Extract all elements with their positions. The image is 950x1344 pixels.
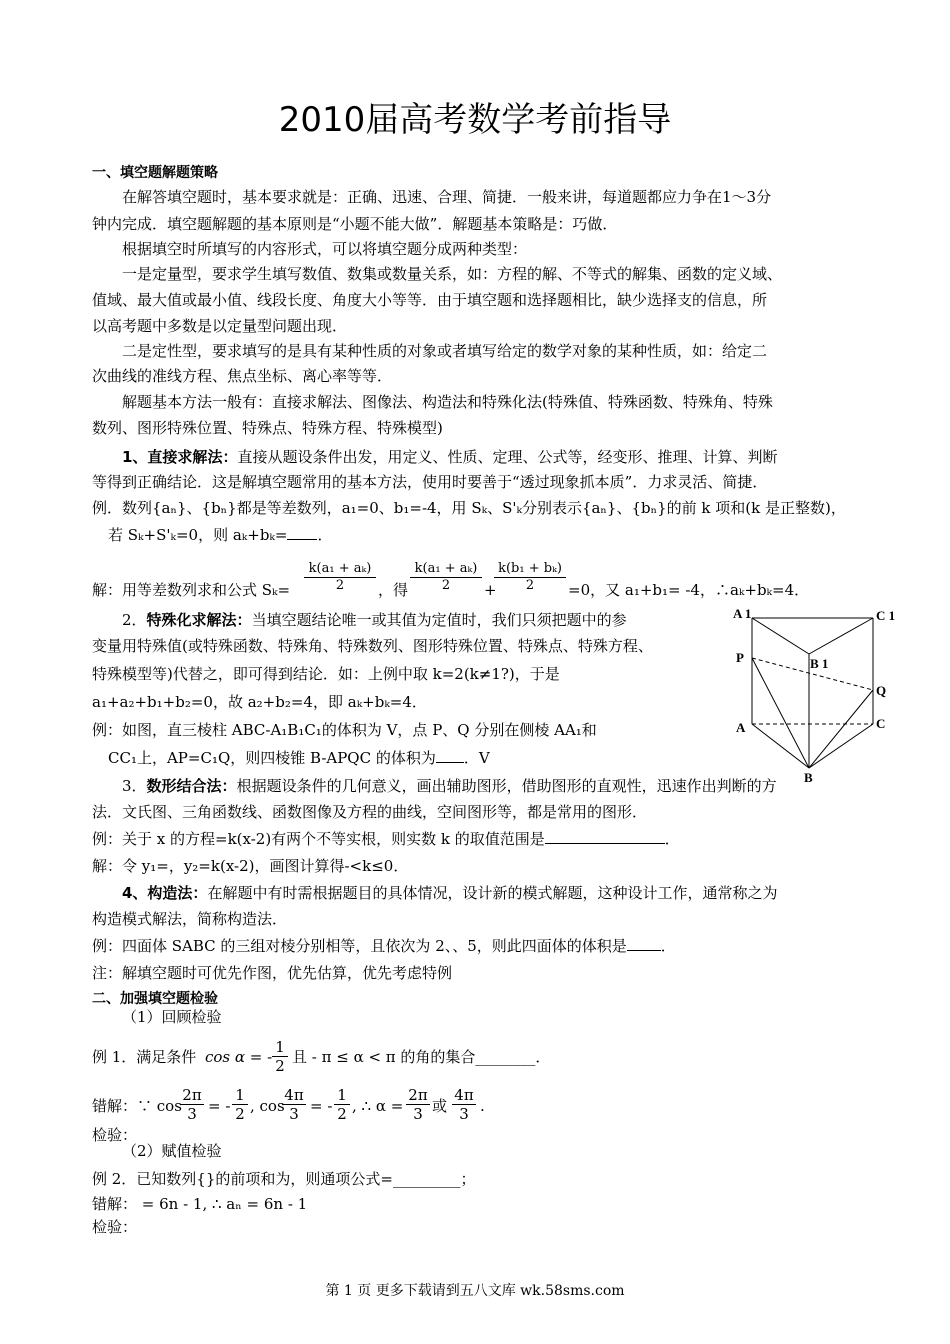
fraction-numerator: 1 — [232, 1086, 248, 1105]
wrong-solution-2: 错解： = 6n - 1, ∴ aₙ = 6n - 1 — [92, 1195, 308, 1213]
method-4-line — [122, 883, 777, 903]
answer-blank — [436, 762, 464, 763]
fraction — [272, 1038, 288, 1075]
section-2-heading: 二、加强填空题检验 — [92, 991, 218, 1007]
check-1: 检验： — [92, 1126, 138, 1144]
fraction — [334, 1086, 350, 1123]
example-4-line — [92, 936, 676, 956]
paragraph-line: 次曲线的准线方程、焦点坐标、离心率等等． — [92, 367, 393, 385]
fraction — [232, 1086, 248, 1123]
paragraph-line: 以高考题中多数是以定量型问题出现． — [92, 317, 348, 335]
solution-1-suffix: =0，又 a₁+b₁= -4，∴aₖ+bₖ=4． — [568, 581, 810, 599]
label-q: Q — [876, 683, 887, 698]
s2-example-2: 例 2．已知数列{}的前项和为，则通项公式=_________； — [92, 1170, 476, 1188]
or-word: 或 — [432, 1097, 448, 1115]
fraction — [410, 561, 482, 594]
fraction — [494, 561, 566, 594]
fraction — [304, 561, 376, 594]
fraction-numerator: k(a₁ + aₖ) — [410, 561, 482, 578]
period: . — [480, 1097, 485, 1115]
fraction-denominator: 3 — [289, 1105, 299, 1123]
paragraph-line: 一是定量型，要求学生填写数值、数集或数量关系，如：方程的解、不等式的解集、函数的定义域、 — [122, 265, 783, 283]
solution-1-mid: ，得 — [378, 581, 409, 599]
answer-blank — [545, 843, 665, 844]
fraction — [282, 1086, 306, 1123]
method-1-text: 直接从题设条件出发，用定义、性质、定理、公式等，经变形、推理、计算、判断 — [237, 448, 778, 466]
fraction — [406, 1086, 430, 1123]
equals-minus: = - — [208, 1097, 231, 1115]
method-3-text: 根据题设条件的几何意义，画出辅助图形，借助图形的直观性，迅速作出判断的方 — [236, 777, 777, 795]
plus-sign: + — [484, 581, 497, 599]
subheading-review: （1）回顾检验 — [122, 1008, 222, 1026]
method-2-label: 特殊化求解法： — [146, 611, 252, 629]
check-2: 检验： — [92, 1218, 138, 1236]
note-line: 注：解填空题时可优先作图，优先估算，优先考虑特例 — [92, 964, 453, 982]
example-3-line — [92, 829, 680, 849]
fraction-numerator: 4π — [452, 1086, 476, 1105]
label-p: P — [736, 650, 744, 665]
s2-example-1-cos: cos α = - — [205, 1048, 273, 1066]
prism-figure — [728, 600, 898, 785]
s2-example-1-prefix: 例 1．满足条件 — [92, 1048, 197, 1066]
comma-cos: , cos — [250, 1097, 285, 1115]
edge-cb — [809, 724, 873, 768]
fraction-numerator: k(a₁ + aₖ) — [304, 561, 376, 578]
paragraph-line: 数列、图形特殊位置、特殊点、特殊方程、特殊模型) — [92, 419, 443, 437]
example-2-line: 例：如图，直三棱柱 ABC-A₁B₁C₁的体积为 V，点 P、Q 分别在侧棱 AA₁和 — [92, 721, 597, 739]
fraction-denominator: 2 — [235, 1105, 245, 1123]
subheading-assignment: （2）赋值检验 — [122, 1142, 222, 1160]
example-2-question-text: CC₁上，AP=C₁Q，则四棱锥 B-APQC 的体积为 — [108, 749, 436, 767]
label-c: C — [876, 716, 886, 731]
s2-example-1-suffix: 且 - π ≤ α < π 的角的集合________． — [292, 1048, 551, 1066]
fraction-denominator: 2 — [525, 578, 535, 593]
fraction — [180, 1086, 204, 1123]
edge-pb — [752, 658, 809, 768]
paragraph-line: 根据填空时所填写的内容形式，可以将填空题分成两种类型： — [122, 240, 528, 258]
paragraph-line: 二是定性型，要求填写的是具有某种性质的对象或者填写给定的数学对象的某种性质，如：给定二 — [122, 342, 768, 360]
label-b: B — [804, 770, 813, 785]
method-3-number: 3． — [122, 777, 147, 795]
label-c1: C 1 — [876, 608, 896, 623]
answer-blank — [287, 539, 317, 540]
example-4-text: 例：四面体 SABC 的三组对棱分别相等，且依次为 2、、5，则此四面体的体积是 — [92, 937, 627, 955]
method-4-label: 4、构造法： — [122, 884, 208, 902]
paragraph-line: a₁+a₂+b₁+b₂=0，故 a₂+b₂=4，即 aₖ+bₖ=4． — [92, 693, 427, 711]
example-4-end: ． — [660, 937, 676, 955]
fraction-denominator: 2 — [337, 1105, 347, 1123]
paragraph-line: 在解答填空题时，基本要求就是：正确、迅速、合理、简捷．一般来讲，每道题都应力争在1～3分 — [122, 188, 772, 206]
example-2-question — [108, 748, 490, 768]
fraction-denominator: 3 — [459, 1105, 469, 1123]
label-b1: B 1 — [810, 656, 829, 671]
page-footer: 第 1 页 更多下载请到五八文库 wk.58sms.com — [325, 1283, 625, 1299]
edge-ab — [752, 724, 809, 768]
section-1-heading: 一、填空题解题策略 — [92, 165, 218, 181]
edge-c1b1 — [809, 618, 873, 654]
method-1-line — [122, 447, 777, 467]
fraction-denominator: 3 — [413, 1105, 423, 1123]
label-a1: A 1 — [733, 606, 752, 621]
fraction-numerator: k(b₁ + bₖ) — [494, 561, 566, 578]
example-1-line: 例．数列{aₙ}、{bₙ}都是等差数列，a₁=0、b₁=-4，用 Sₖ、S'ₖ分别表示{aₙ}、{bₙ}的前 k 项和(k 是正整数)， — [92, 499, 846, 517]
page-title: 2010届高考数学考前指导 — [278, 100, 672, 140]
equals-minus: = - — [310, 1097, 333, 1115]
fraction-denominator: 3 — [187, 1105, 197, 1123]
method-2-line — [122, 610, 627, 630]
fraction-numerator: 1 — [334, 1086, 350, 1105]
example-2-tail: ．V — [463, 749, 490, 767]
answer-blank — [627, 950, 661, 951]
method-1-label: 1、直接求解法： — [122, 448, 238, 466]
edge-a1b1 — [752, 618, 809, 654]
example-3-end: ． — [664, 830, 680, 848]
paragraph-line: 解题基本方法一般有：直接求解法、图像法、构造法和特殊化法(特殊值、特殊函数、特殊角、特殊 — [122, 393, 773, 411]
method-3-line — [122, 776, 777, 796]
fraction-denominator: 2 — [275, 1057, 285, 1075]
paragraph-line: 法．文氏图、三角函数线、函数图像及方程的曲线，空间图形等，都是常用的图形． — [92, 803, 648, 821]
fraction — [452, 1086, 476, 1123]
therefore-alpha: , ∴ α = — [352, 1097, 404, 1115]
fraction-denominator: 2 — [441, 578, 451, 593]
solution-3-line: 解：令 y₁=，y₂=k(x-2)，画图计算得-<k≤0． — [92, 857, 409, 875]
paragraph-line: 值域、最大值或最小值、线段长度、角度大小等等．由于填空题和选择题相比，缺少选择支的信息，所 — [92, 291, 768, 309]
fraction-numerator: 2π — [406, 1086, 430, 1105]
method-3-label: 数形结合法： — [146, 777, 237, 795]
example-1-question: 若 Sₖ+S'ₖ=0，则 aₖ+bₖ= ． — [108, 526, 333, 544]
edge-qb — [809, 690, 873, 768]
paragraph-line: 等得到正确结论．这是解填空题常用的基本方法，使用时要善于“透过现象抓本质”．力求灵活、简捷． — [92, 473, 768, 491]
wrong-solution-1-prefix: 错解：∵ cos — [92, 1097, 182, 1115]
method-2-number: 2． — [122, 611, 147, 629]
label-a: A — [736, 720, 746, 735]
fraction-denominator: 2 — [335, 578, 345, 593]
method-4-text: 在解题中有时需根据题目的具体情况，设计新的模式解题，这种设计工作，通常称之为 — [207, 884, 778, 902]
paragraph-line: 构造模式解法，简称构造法． — [92, 910, 288, 928]
fraction-numerator: 4π — [282, 1086, 306, 1105]
paragraph-line: 钟内完成．填空题解题的基本原则是“小题不能大做”．解题基本策略是：巧做． — [92, 215, 618, 233]
paragraph-line: 特殊模型等)代替之，即可得到结论．如：上例中取 k=2(k≠1?)，于是 — [92, 665, 560, 683]
example-3-text: 例：关于 x 的方程=k(x-2)有两个不等实根，则实数 k 的取值范围是 — [92, 830, 545, 848]
solution-1-prefix: 解：用等差数列求和公式 Sₖ= — [92, 581, 291, 599]
fraction-numerator: 1 — [272, 1038, 288, 1057]
paragraph-line: 变量用特殊值(或特殊函数、特殊角、特殊数列、图形特殊位置、特殊点、特殊方程、 — [92, 637, 653, 655]
example-1-question-text: 若 Sₖ+S'ₖ=0，则 aₖ+bₖ= — [108, 526, 288, 544]
method-2-text: 当填空题结论唯一或其值为定值时，我们只须把题中的参 — [251, 611, 627, 629]
fraction-numerator: 2π — [180, 1086, 204, 1105]
